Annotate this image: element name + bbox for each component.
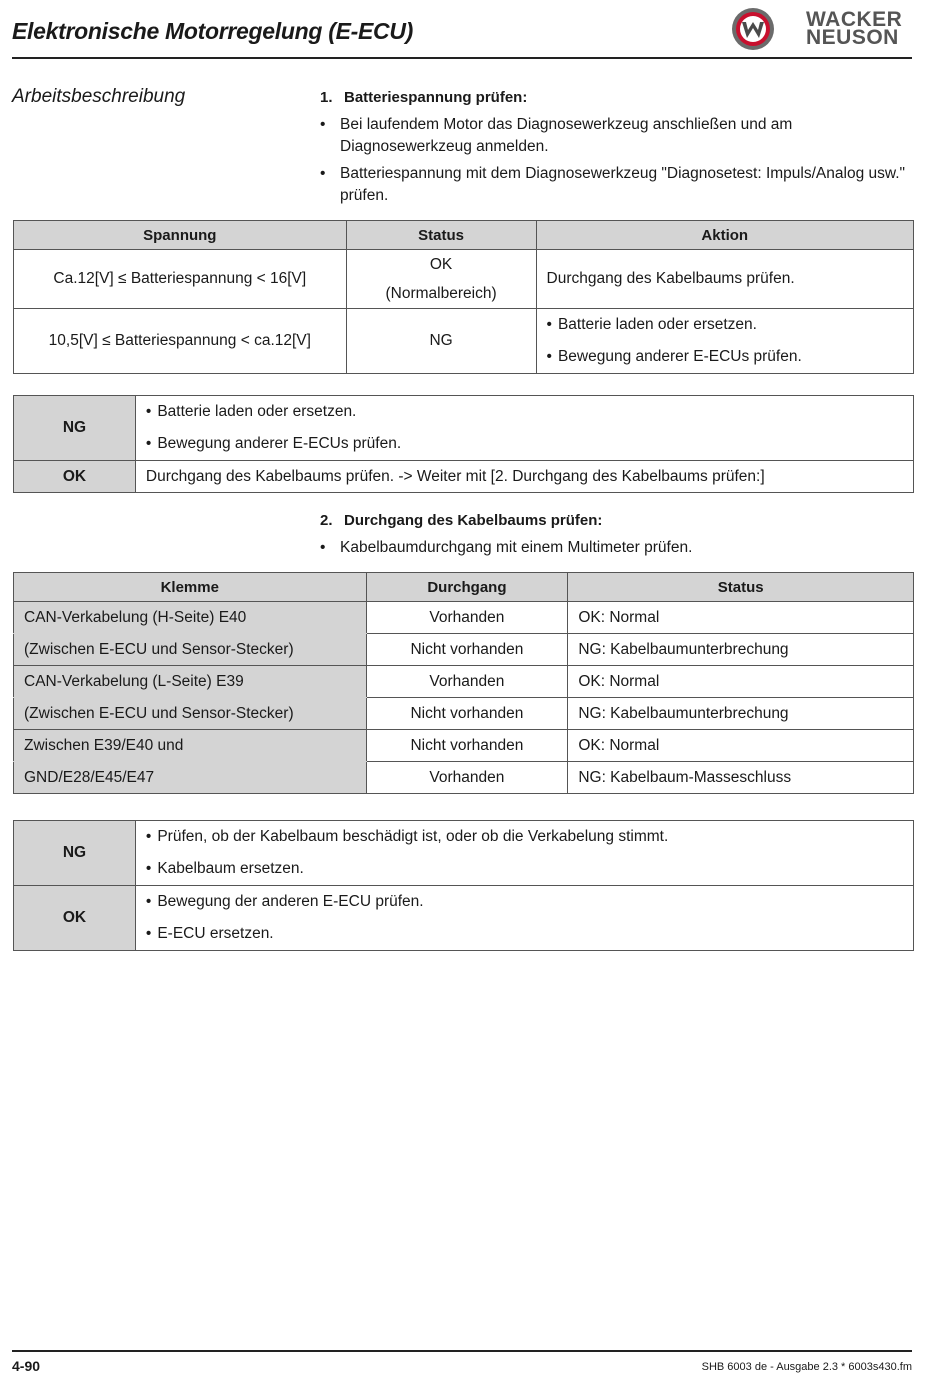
list-item: • Bewegung der anderen E-ECU prüfen. <box>146 886 903 918</box>
table-row <box>14 250 914 309</box>
brand-name-line1: WACKER <box>806 8 903 31</box>
table-row <box>14 396 914 461</box>
document-title: Elektronische Motorregelung (E-ECU) <box>12 18 413 44</box>
ok-action: Durchgang des Kabelbaums prüfen. -> Weiter mit [2. Durchgang des Kabelbaums prüfen:] <box>135 461 913 493</box>
brand-name-line2: NEUSON <box>806 26 899 49</box>
cell-klemme: Zwischen E39/E40 und <box>14 730 367 762</box>
step2-title <box>320 512 602 529</box>
result-table-1 <box>13 395 914 493</box>
ok-label: OK <box>14 461 136 493</box>
cell-status: OK: Normal <box>568 730 914 762</box>
list-item: • Batterie laden oder ersetzen. <box>547 309 904 341</box>
cell-aktion: Durchgang des Kabelbaums prüfen. <box>536 250 914 309</box>
table-row <box>14 821 914 886</box>
cell-spannung: 10,5[V] ≤ Batteriespannung < ca.12[V] <box>14 309 347 374</box>
column-header-status: Status <box>346 221 536 250</box>
result-table-2 <box>13 820 914 951</box>
cell-klemme: GND/E28/E45/E47 <box>14 762 367 794</box>
page-number: 4-90 <box>12 1358 41 1374</box>
cell-durchgang: Vorhanden <box>366 666 568 698</box>
cell-klemme: CAN-Verkabelung (H-Seite) E40 <box>14 602 367 634</box>
cell-status: NG: Kabelbaum-Masseschluss <box>568 762 914 794</box>
table-row <box>14 309 914 374</box>
cell-spannung: Ca.12[V] ≤ Batteriespannung < 16[V] <box>14 250 347 309</box>
cell-durchgang: Vorhanden <box>366 762 568 794</box>
document-reference: SHB 6003 de - Ausgabe 2.3 * 6003s430.fm <box>701 1361 912 1373</box>
cell-status: NG: Kabelbaumunterbrechung <box>568 698 914 730</box>
ok-label: OK <box>14 886 136 951</box>
table-header-row <box>14 573 914 602</box>
step2-number: 2. <box>320 512 333 529</box>
list-item: • Kabelbaum ersetzen. <box>146 853 903 885</box>
column-header-klemme: Klemme <box>14 573 367 602</box>
list-item: • Prüfen, ob der Kabelbaum beschädigt ist, oder ob die Verkabelung stimmt. <box>146 821 903 853</box>
table-row <box>14 730 914 762</box>
step1-bullet-list <box>320 114 910 212</box>
header-divider <box>12 57 912 59</box>
cell-klemme: (Zwischen E-ECU und Sensor-Stecker) <box>14 698 367 730</box>
step2-bullet-list <box>320 537 910 564</box>
step1-number: 1. <box>320 89 333 106</box>
ok-actions <box>135 886 913 951</box>
cell-status: OK: Normal <box>568 666 914 698</box>
list-item: • Bewegung anderer E-ECUs prüfen. <box>146 428 903 460</box>
step2-title-text: Durchgang des Kabelbaums prüfen: <box>344 512 603 529</box>
cell-durchgang: Nicht vorhanden <box>366 634 568 666</box>
cell-status <box>346 250 536 309</box>
table-row <box>14 886 914 951</box>
voltage-table <box>13 220 914 374</box>
table-row <box>14 634 914 666</box>
ng-label: NG <box>14 821 136 886</box>
column-header-durchgang: Durchgang <box>366 573 568 602</box>
list-item: • Batteriespannung mit dem Diagnosewerkzeug "Diagnosetest: Impuls/Analog usw." prüfen. <box>320 163 910 207</box>
continuity-table <box>13 572 914 794</box>
cell-klemme: CAN-Verkabelung (L-Seite) E39 <box>14 666 367 698</box>
ng-actions <box>135 396 913 461</box>
table-row <box>14 461 914 493</box>
step1-title <box>320 89 527 106</box>
cell-status: NG <box>346 309 536 374</box>
footer-divider <box>12 1350 912 1352</box>
status-value: OK <box>429 256 453 273</box>
ng-actions <box>135 821 913 886</box>
section-label: Arbeitsbeschreibung <box>12 86 186 107</box>
cell-durchgang: Vorhanden <box>366 602 568 634</box>
cell-klemme: (Zwischen E-ECU und Sensor-Stecker) <box>14 634 367 666</box>
table-header-row <box>14 221 914 250</box>
list-item: • Kabelbaumdurchgang mit einem Multimeter prüfen. <box>320 537 910 559</box>
column-header-status: Status <box>568 573 914 602</box>
list-item: • Bewegung anderer E-ECUs prüfen. <box>547 341 904 373</box>
cell-aktion <box>536 309 914 374</box>
column-header-spannung: Spannung <box>14 221 347 250</box>
status-note: (Normalbereich) <box>385 285 497 302</box>
list-item: • Bei laufendem Motor das Diagnosewerkzeug anschließen und am Diagnosewerkzeug anmelden. <box>320 114 910 158</box>
table-row <box>14 762 914 794</box>
cell-status: NG: Kabelbaumunterbrechung <box>568 634 914 666</box>
cell-durchgang: Nicht vorhanden <box>366 698 568 730</box>
table-row <box>14 698 914 730</box>
table-row <box>14 666 914 698</box>
cell-durchgang: Nicht vorhanden <box>366 730 568 762</box>
cell-status: OK: Normal <box>568 602 914 634</box>
ng-label: NG <box>14 396 136 461</box>
step1-title-text: Batteriespannung prüfen: <box>344 89 528 106</box>
list-item: • E-ECU ersetzen. <box>146 918 903 950</box>
table-row <box>14 602 914 634</box>
list-item: • Batterie laden oder ersetzen. <box>146 396 903 428</box>
column-header-aktion: Aktion <box>536 221 914 250</box>
wacker-w-logo-icon <box>731 7 775 51</box>
